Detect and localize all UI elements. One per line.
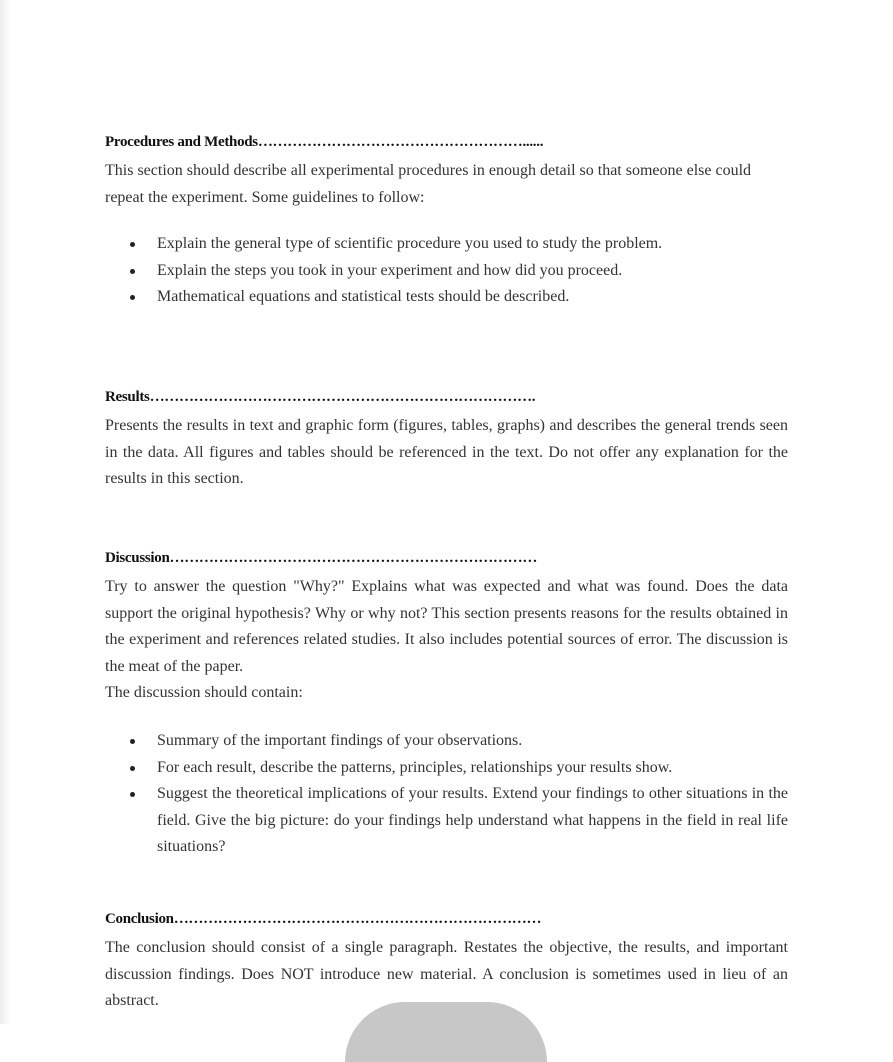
bullet-icon — [130, 269, 135, 274]
discussion-heading: Discussion………………………………………………………………… — [105, 550, 538, 566]
bullet-text: For each result, describe the patterns, principles, relationships your results show. — [157, 758, 673, 776]
list-item — [105, 258, 788, 285]
list-item — [105, 781, 788, 861]
results-body: Presents the results in text and graphic form (figures, tables, graphs) and describes the general trends seen in the data. All figures and tables should be referenced in the text. Do not offer any explanation for the results in this section. — [105, 417, 788, 487]
procedures-intro: This section should describe all experimental procedures in enough detail so that someone else could repeat the experiment. Some guidelines to follow: — [105, 162, 752, 206]
bullet-icon — [130, 295, 135, 300]
discussion-bullet-list — [105, 728, 788, 861]
bullet-text: Mathematical equations and statistical tests should be described. — [157, 288, 570, 305]
bullet-text: Summary of the important findings of your observations. — [157, 732, 523, 749]
bullet-icon — [130, 766, 135, 771]
bullet-text: Explain the steps you took in your experiment and how did you proceed. — [157, 261, 623, 279]
bullet-text: Explain the general type of scientific procedure you used to study the problem. — [157, 235, 663, 252]
discussion-body: Try to answer the question "Why?" Explains what was expected and what was found. Does the data support the original hypothesis? Why or why not? This section presents reasons for the results obtained in the experiment and references related studies. It also includes potential sources of error. The discussion is the meat of the paper. — [105, 578, 788, 675]
procedures-heading: Procedures and Methods………………………………………………...... — [105, 134, 544, 150]
list-item — [105, 755, 788, 782]
procedures-bullet-list — [105, 231, 788, 311]
results-heading: Results……………………………………………………………………. — [105, 389, 536, 405]
list-item — [105, 728, 788, 755]
page-scroll-handle[interactable] — [345, 1002, 547, 1062]
conclusion-body: The conclusion should consist of a single paragraph. Restates the objective, the results, and important discussion findings. Does NOT introduce new material. A conclusion is sometimes used in lieu of an abstract. — [105, 939, 788, 1009]
list-item — [105, 284, 788, 311]
discussion-contain-label: The discussion should contain: — [105, 684, 303, 701]
list-item — [105, 231, 788, 258]
conclusion-heading: Conclusion………………………………………………………………… — [105, 911, 542, 927]
bullet-icon — [130, 242, 135, 247]
page-edge-shadow — [0, 0, 10, 1024]
bullet-icon — [130, 792, 135, 797]
bullet-icon — [130, 739, 135, 744]
bullet-text: Suggest the theoretical implications of your results. Extend your findings to other situations in the field. Give the big picture: do your findings help understand what happens in the field in real life situations? — [157, 785, 788, 855]
